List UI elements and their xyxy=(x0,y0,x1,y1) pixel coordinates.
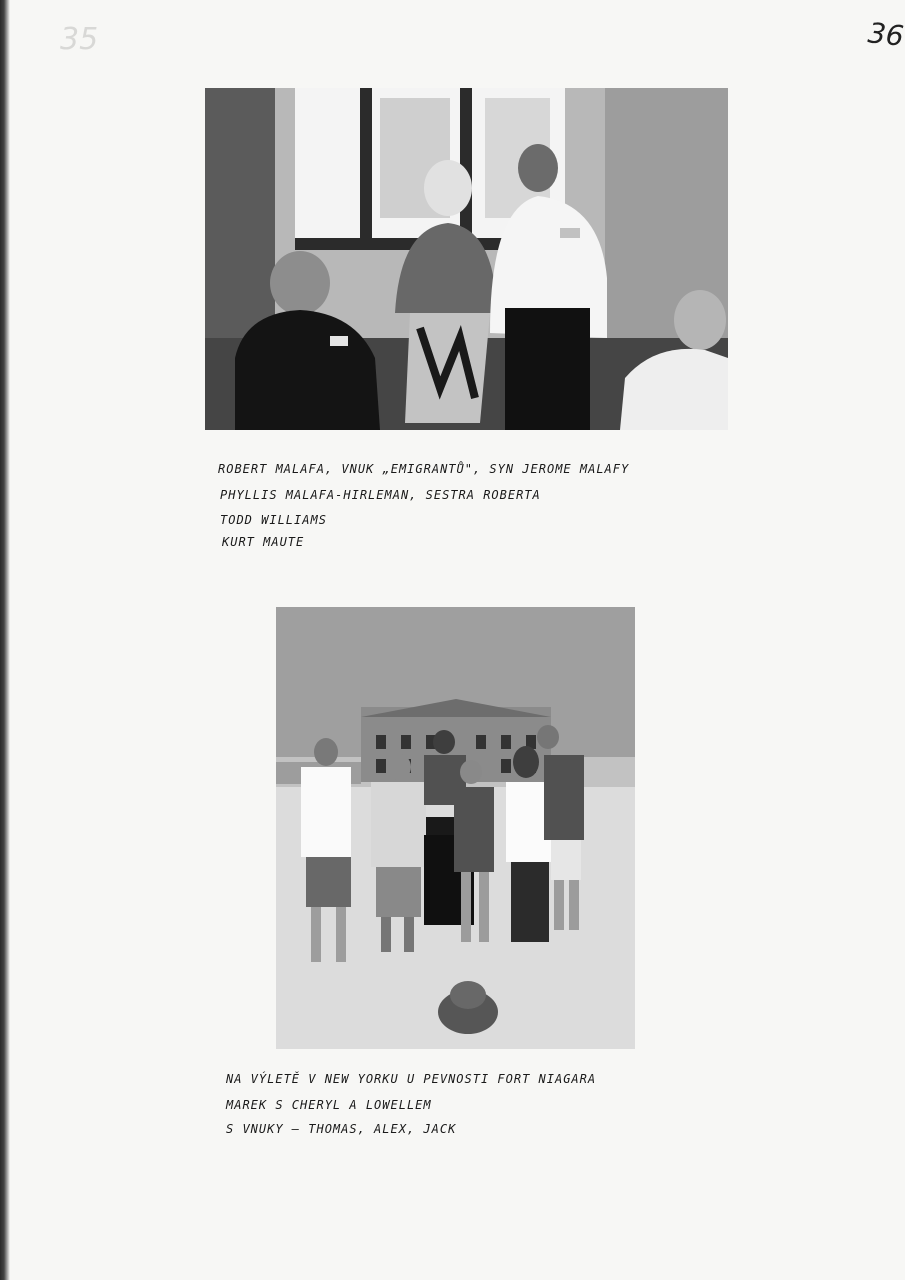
scan-page-edge xyxy=(0,0,36,1280)
bleed-through-page-number: 35 xyxy=(60,22,99,57)
photo1-caption-line-1: ROBERT MALAFA, VNUK „EMIGRANTŮ", SYN JEROME MALAFY xyxy=(218,462,630,476)
photo1-caption-line-4: KURT MAUTE xyxy=(222,535,305,549)
photo-fort-niagara xyxy=(276,607,635,1049)
photo1-caption-line-3: TODD WILLIAMS xyxy=(220,513,327,527)
photo2-caption-line-1: NA VÝLETĚ V NEW YORKU U PEVNOSTI FORT NIAGARA xyxy=(226,1072,597,1086)
page-number: 36 xyxy=(866,16,905,53)
photo1-caption-line-2: PHYLLIS MALAFA-HIRLEMAN, SESTRA ROBERTA xyxy=(220,488,541,502)
photo2-caption-line-2: MAREK S CHERYL A LOWELLEM xyxy=(226,1098,432,1112)
photo-group-indoor xyxy=(205,88,728,430)
photo2-caption-line-3: S VNUKY – THOMAS, ALEX, JACK xyxy=(226,1122,457,1136)
